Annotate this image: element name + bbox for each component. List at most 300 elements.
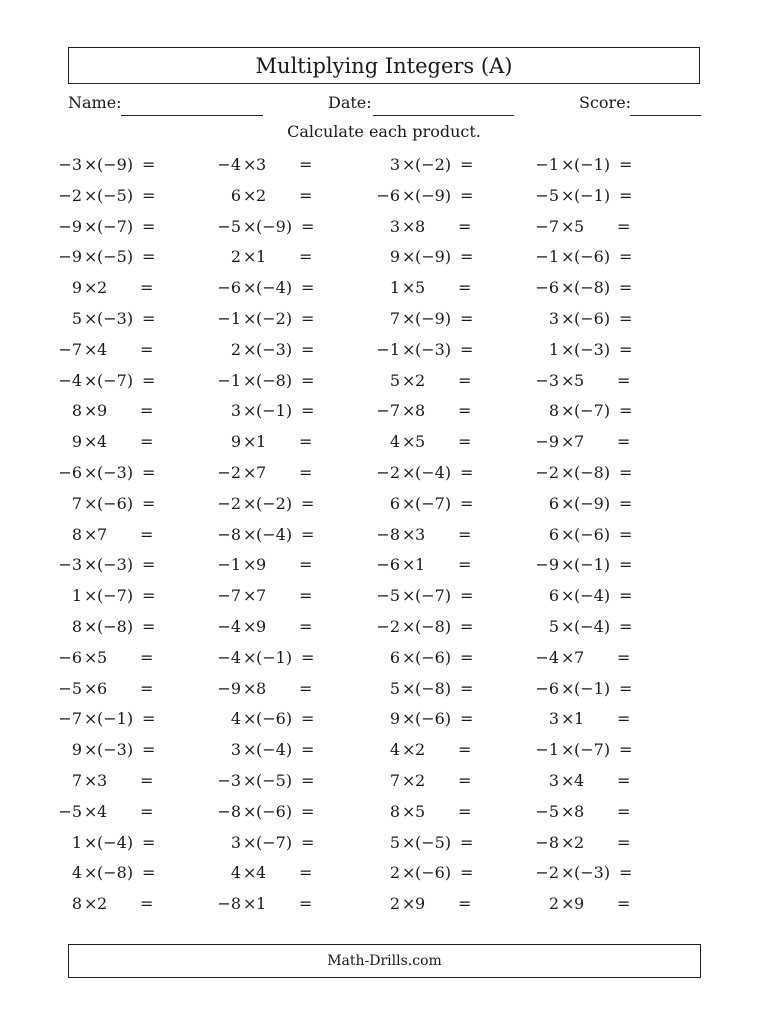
equals-sign: =: [142, 185, 156, 205]
equals-sign: =: [458, 401, 472, 421]
times-sign: ×: [84, 555, 98, 575]
multiplicand: −1: [217, 555, 241, 575]
problem-item: [477, 242, 657, 272]
problem-item: [0, 889, 180, 919]
multiplicand: −9: [535, 555, 559, 575]
multiplier: (−6): [574, 309, 611, 328]
equals-sign: =: [142, 463, 156, 482]
multiplier: (−4): [256, 278, 293, 298]
times-sign: ×: [402, 370, 416, 390]
multiplicand: −8: [217, 894, 241, 914]
problem-item: [477, 458, 657, 488]
multiplier: (−1): [574, 555, 611, 575]
equals-sign: =: [460, 339, 474, 359]
problem-item: [159, 427, 339, 457]
multiplier: 1: [256, 247, 267, 267]
equals-sign: =: [142, 155, 156, 174]
multiplicand: 5: [389, 832, 400, 852]
multiplicand: −4: [217, 617, 241, 636]
multiplier: 2: [256, 185, 267, 205]
problem-item: [159, 212, 339, 242]
multiplicand: 3: [389, 155, 400, 174]
equals-sign: =: [458, 278, 472, 298]
multiplier: (−6): [415, 863, 452, 883]
multiplicand: 2: [230, 339, 241, 359]
times-sign: ×: [561, 586, 575, 606]
multiplier: 5: [574, 370, 585, 390]
problem-item: [0, 797, 180, 827]
problem-item: [0, 643, 180, 673]
equals-sign: =: [299, 185, 313, 205]
equals-sign: =: [142, 555, 156, 575]
times-sign: ×: [84, 185, 98, 205]
equals-sign: =: [140, 339, 154, 359]
problem-item: [159, 520, 339, 550]
problem-item: [159, 889, 339, 919]
problem-item: [159, 304, 339, 334]
student-info-row: [68, 93, 701, 119]
multiplicand: −3: [535, 370, 559, 390]
date-blank[interactable]: [373, 115, 514, 116]
equals-sign: =: [619, 740, 633, 760]
multiplicand: 3: [389, 216, 400, 236]
footer: [68, 944, 701, 978]
problem-item: [159, 366, 339, 396]
problem-item: [0, 766, 180, 796]
multiplicand: 6: [548, 586, 559, 606]
problem-item: [318, 458, 498, 488]
multiplier: (−1): [256, 647, 293, 667]
times-sign: ×: [84, 894, 98, 914]
problem-item: [159, 581, 339, 611]
equals-sign: =: [458, 555, 472, 575]
times-sign: ×: [402, 801, 416, 821]
multiplier: (−6): [97, 493, 134, 513]
multiplier: (−4): [256, 740, 293, 760]
multiplier: (−3): [97, 309, 134, 328]
problem-item: [159, 335, 339, 365]
problem-item: [159, 674, 339, 704]
times-sign: ×: [243, 586, 257, 606]
multiplier: 2: [415, 740, 426, 760]
multiplier: (−7): [415, 493, 452, 513]
multiplicand: −1: [535, 740, 559, 760]
times-sign: ×: [561, 617, 575, 636]
multiplier: (−8): [574, 278, 611, 298]
equals-sign: =: [140, 278, 154, 298]
multiplicand: −8: [535, 832, 559, 852]
problem-item: [477, 304, 657, 334]
equals-sign: =: [617, 647, 631, 667]
multiplicand: 9: [71, 278, 82, 298]
times-sign: ×: [84, 617, 98, 636]
equals-sign: =: [460, 493, 474, 513]
multiplicand: 7: [389, 309, 400, 328]
times-sign: ×: [402, 709, 416, 729]
multiplicand: −7: [58, 339, 82, 359]
times-sign: ×: [402, 432, 416, 452]
multiplicand: 8: [71, 401, 82, 421]
equals-sign: =: [619, 185, 633, 205]
multiplicand: 2: [389, 894, 400, 914]
times-sign: ×: [243, 709, 257, 729]
multiplier: 9: [415, 894, 426, 914]
equals-sign: =: [299, 863, 313, 883]
times-sign: ×: [243, 247, 257, 267]
times-sign: ×: [243, 185, 257, 205]
multiplier: 2: [97, 278, 108, 298]
equals-sign: =: [617, 771, 631, 790]
multiplier: 5: [415, 278, 426, 298]
multiplicand: 6: [230, 185, 241, 205]
multiplicand: 9: [389, 247, 400, 267]
times-sign: ×: [84, 339, 98, 359]
multiplicand: 4: [71, 863, 82, 883]
times-sign: ×: [402, 401, 416, 421]
multiplicand: 2: [230, 247, 241, 267]
times-sign: ×: [84, 863, 98, 883]
equals-sign: =: [140, 647, 154, 667]
multiplicand: −5: [58, 801, 82, 821]
multiplicand: −6: [217, 278, 241, 298]
problem-item: [0, 181, 180, 211]
times-sign: ×: [561, 401, 575, 421]
equals-sign: =: [299, 894, 313, 914]
worksheet-title-text: Multiplying Integers (A): [255, 53, 513, 78]
multiplicand: −8: [217, 524, 241, 544]
equals-sign: =: [617, 432, 631, 452]
times-sign: ×: [84, 586, 98, 606]
times-sign: ×: [402, 617, 416, 636]
equals-sign: =: [142, 370, 156, 390]
times-sign: ×: [84, 678, 98, 698]
times-sign: ×: [84, 216, 98, 236]
multiplier: 8: [256, 678, 267, 698]
multiplicand: 8: [548, 401, 559, 421]
times-sign: ×: [402, 586, 416, 606]
multiplier: (−7): [97, 370, 134, 390]
times-sign: ×: [84, 247, 98, 267]
multiplier: 4: [97, 801, 108, 821]
equals-sign: =: [142, 247, 156, 267]
multiplier: 4: [97, 339, 108, 359]
multiplicand: 3: [230, 401, 241, 421]
multiplier: 3: [97, 771, 108, 790]
multiplicand: −7: [535, 216, 559, 236]
multiplier: (−6): [574, 247, 611, 267]
times-sign: ×: [402, 740, 416, 760]
times-sign: ×: [84, 432, 98, 452]
multiplicand: −5: [217, 216, 241, 236]
multiplicand: −6: [535, 678, 559, 698]
times-sign: ×: [243, 832, 257, 852]
times-sign: ×: [402, 647, 416, 667]
equals-sign: =: [460, 709, 474, 729]
multiplicand: 4: [230, 863, 241, 883]
equals-sign: =: [301, 771, 315, 790]
multiplier: (−3): [415, 339, 452, 359]
multiplier: (−3): [97, 740, 134, 760]
times-sign: ×: [561, 863, 575, 883]
problem-item: [477, 735, 657, 765]
multiplier: 7: [574, 432, 585, 452]
score-blank[interactable]: [630, 115, 701, 116]
multiplier: 4: [256, 863, 267, 883]
times-sign: ×: [402, 247, 416, 267]
problem-item: [0, 674, 180, 704]
times-sign: ×: [561, 339, 575, 359]
times-sign: ×: [402, 185, 416, 205]
multiplicand: −5: [535, 185, 559, 205]
multiplicand: 3: [548, 771, 559, 790]
problem-item: [318, 766, 498, 796]
multiplicand: −2: [376, 617, 400, 636]
equals-sign: =: [458, 894, 472, 914]
times-sign: ×: [84, 401, 98, 421]
problem-item: [318, 520, 498, 550]
problem-item: [318, 828, 498, 858]
multiplier: (−5): [97, 185, 134, 205]
name-blank[interactable]: [121, 115, 263, 116]
equals-sign: =: [142, 709, 156, 729]
equals-sign: =: [619, 617, 633, 636]
multiplicand: −2: [535, 863, 559, 883]
multiplier: (−3): [256, 339, 293, 359]
times-sign: ×: [402, 463, 416, 482]
multiplicand: 1: [389, 278, 400, 298]
multiplier: 9: [256, 555, 267, 575]
times-sign: ×: [561, 370, 575, 390]
multiplier: (−9): [415, 185, 452, 205]
problem-item: [477, 550, 657, 580]
equals-sign: =: [142, 309, 156, 328]
times-sign: ×: [243, 432, 257, 452]
times-sign: ×: [561, 216, 575, 236]
equals-sign: =: [142, 863, 156, 883]
multiplier: (−8): [97, 863, 134, 883]
equals-sign: =: [458, 432, 472, 452]
times-sign: ×: [243, 216, 257, 236]
multiplicand: −8: [217, 801, 241, 821]
multiplier: (−6): [415, 647, 452, 667]
times-sign: ×: [243, 401, 257, 421]
equals-sign: =: [460, 247, 474, 267]
multiplier: 1: [256, 432, 267, 452]
problem-item: [318, 489, 498, 519]
multiplier: (−7): [97, 216, 134, 236]
multiplicand: 7: [71, 771, 82, 790]
multiplicand: −1: [535, 155, 559, 174]
equals-sign: =: [458, 370, 472, 390]
problem-item: [318, 366, 498, 396]
multiplier: 4: [97, 432, 108, 452]
multiplicand: 5: [71, 309, 82, 328]
multiplicand: 1: [548, 339, 559, 359]
equals-sign: =: [299, 432, 313, 452]
times-sign: ×: [402, 493, 416, 513]
equals-sign: =: [301, 832, 315, 852]
multiplicand: 6: [389, 647, 400, 667]
times-sign: ×: [243, 678, 257, 698]
equals-sign: =: [460, 155, 474, 174]
equals-sign: =: [619, 586, 633, 606]
equals-sign: =: [460, 647, 474, 667]
equals-sign: =: [458, 771, 472, 790]
times-sign: ×: [561, 740, 575, 760]
problem-item: [0, 704, 180, 734]
multiplier: (−3): [574, 339, 611, 359]
equals-sign: =: [299, 617, 313, 636]
multiplier: (−7): [574, 401, 611, 421]
problem-item: [477, 520, 657, 550]
multiplicand: −4: [217, 155, 241, 174]
times-sign: ×: [243, 801, 257, 821]
equals-sign: =: [458, 524, 472, 544]
equals-sign: =: [301, 647, 315, 667]
problem-item: [318, 242, 498, 272]
times-sign: ×: [402, 771, 416, 790]
times-sign: ×: [84, 709, 98, 729]
equals-sign: =: [301, 216, 315, 236]
multiplicand: 7: [389, 771, 400, 790]
problem-item: [318, 427, 498, 457]
problem-item: [159, 643, 339, 673]
multiplicand: 3: [548, 309, 559, 328]
instructions: Calculate each product.: [287, 122, 481, 141]
multiplier: 2: [574, 832, 585, 852]
problem-item: [318, 643, 498, 673]
multiplicand: 6: [548, 524, 559, 544]
times-sign: ×: [561, 801, 575, 821]
problem-item: [477, 366, 657, 396]
problem-item: [159, 766, 339, 796]
equals-sign: =: [617, 832, 631, 852]
equals-sign: =: [299, 678, 313, 698]
multiplier: 9: [256, 617, 267, 636]
times-sign: ×: [561, 278, 575, 298]
times-sign: ×: [84, 801, 98, 821]
problem-item: [0, 550, 180, 580]
times-sign: ×: [84, 493, 98, 513]
date-label: Date:: [328, 93, 372, 112]
multiplicand: 5: [389, 370, 400, 390]
multiplier: 8: [415, 216, 426, 236]
multiplicand: −7: [376, 401, 400, 421]
equals-sign: =: [301, 278, 315, 298]
multiplier: 9: [574, 894, 585, 914]
multiplicand: 4: [389, 740, 400, 760]
equals-sign: =: [619, 309, 633, 328]
equals-sign: =: [301, 801, 315, 821]
multiplicand: −9: [58, 216, 82, 236]
equals-sign: =: [299, 247, 313, 267]
multiplier: 7: [574, 647, 585, 667]
times-sign: ×: [561, 309, 575, 328]
times-sign: ×: [243, 555, 257, 575]
multiplier: (−1): [256, 401, 293, 421]
problem-item: [159, 612, 339, 642]
multiplicand: 9: [71, 740, 82, 760]
multiplicand: −5: [376, 586, 400, 606]
equals-sign: =: [142, 216, 156, 236]
times-sign: ×: [243, 278, 257, 298]
multiplicand: −6: [376, 185, 400, 205]
name-label: Name:: [68, 93, 122, 112]
multiplier: 9: [97, 401, 108, 421]
equals-sign: =: [142, 740, 156, 760]
problem-item: [0, 150, 180, 180]
problem-item: [318, 858, 498, 888]
multiplier: 3: [415, 524, 426, 544]
multiplicand: −1: [217, 370, 241, 390]
multiplicand: −5: [535, 801, 559, 821]
times-sign: ×: [402, 863, 416, 883]
multiplier: (−6): [256, 801, 293, 821]
times-sign: ×: [561, 555, 575, 575]
multiplier: (−2): [415, 155, 452, 174]
multiplicand: −9: [217, 678, 241, 698]
equals-sign: =: [619, 524, 633, 544]
problem-item: [477, 828, 657, 858]
times-sign: ×: [561, 463, 575, 482]
multiplier: 5: [574, 216, 585, 236]
problem-item: [0, 427, 180, 457]
multiplicand: −7: [217, 586, 241, 606]
times-sign: ×: [402, 894, 416, 914]
multiplier: 1: [256, 894, 267, 914]
equals-sign: =: [619, 463, 633, 482]
problem-item: [477, 674, 657, 704]
footer-text: Math-Drills.com: [327, 953, 442, 969]
multiplicand: 5: [548, 617, 559, 636]
multiplicand: 3: [548, 709, 559, 729]
multiplier: (−6): [415, 709, 452, 729]
multiplicand: 5: [389, 678, 400, 698]
equals-sign: =: [140, 524, 154, 544]
multiplier: 3: [256, 155, 267, 174]
problem-item: [0, 366, 180, 396]
problem-item: [318, 273, 498, 303]
multiplicand: 7: [71, 493, 82, 513]
multiplicand: 3: [230, 740, 241, 760]
problem-item: [0, 735, 180, 765]
problem-item: [477, 427, 657, 457]
equals-sign: =: [619, 339, 633, 359]
equals-sign: =: [458, 216, 472, 236]
equals-sign: =: [142, 586, 156, 606]
problem-item: [477, 150, 657, 180]
problem-item: [159, 458, 339, 488]
equals-sign: =: [619, 493, 633, 513]
problem-item: [318, 212, 498, 242]
problem-item: [0, 858, 180, 888]
multiplier: 2: [415, 771, 426, 790]
multiplier: 5: [415, 801, 426, 821]
times-sign: ×: [243, 894, 257, 914]
equals-sign: =: [460, 832, 474, 852]
times-sign: ×: [243, 617, 257, 636]
equals-sign: =: [301, 401, 315, 421]
multiplier: (−2): [256, 309, 293, 328]
multiplicand: 3: [230, 832, 241, 852]
problem-item: [0, 520, 180, 550]
multiplier: 7: [97, 524, 108, 544]
multiplier: 5: [415, 432, 426, 452]
equals-sign: =: [301, 309, 315, 328]
times-sign: ×: [561, 247, 575, 267]
worksheet-title: [68, 47, 700, 84]
times-sign: ×: [561, 155, 575, 174]
